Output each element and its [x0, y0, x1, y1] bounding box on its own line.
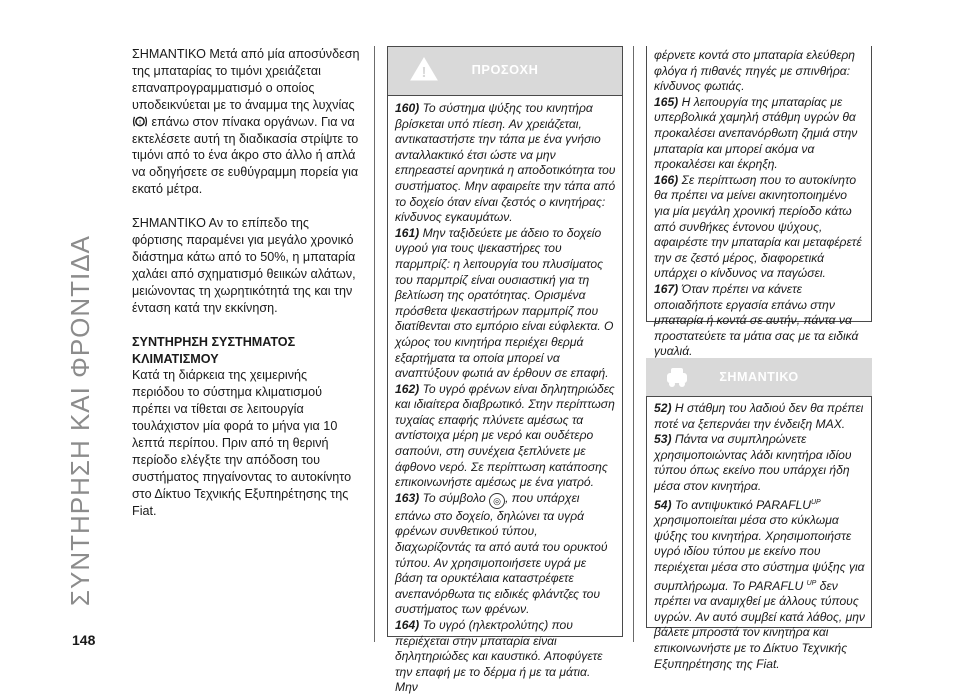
- page-number: 148: [72, 632, 96, 648]
- warning-item-163: 163) Το σύμβολο ◎ , που υπάρχει επάνω στο δοχείο, δηλώνει τα υγρά φρένων συνθετικού τύπου, διαχωρίζοντάς τα από αυτά του ορυκτού τύπου. Αν χρησιμοποιήσετε υγρά με βάση τα ορυκτέλαια καταστρέφετε ανεπανόρθωτα τις ειδικές φλάντζες του συστήματος των φρένων.: [395, 490, 608, 617]
- heading-ac-maintenance: ΣΥΝΤΗΡΗΣΗ ΣΥΣΤΗΜΑΤΟΣ ΚΛΙΜΑΤΙΣΜΟΥ: [132, 334, 296, 366]
- side-title-text: ΣΥΝΤΗΡΗΣΗ ΚΑΙ ΦΡΟΝΤΙΔΑ: [64, 234, 95, 606]
- section-side-title: [60, 46, 100, 606]
- warning-item-165: 165) Η λειτουργία της μπαταρίας με υπερβολικά χαμηλή στάθμη υγρών θα προκαλέσει ανεπανόρθωτη ζημιά στην μπαταρία και μπορεί ακόμα να προκαλέσει και έκρηξη.: [654, 94, 858, 172]
- column-divider-2: [633, 46, 634, 642]
- steering-warning-lamp-icon: [132, 116, 148, 127]
- paragraph-ac-maintenance: Κατά τη διάρκεια της χειμερινής περιόδου το σύστημα κλιματισμού πρέπει να τίθεται σε λειτουργία τουλάχιστον μία φορά το μήνα για 10 λεπτά περίπου. Πριν από τη θερινή περίοδο ελέγξτε την απόδοση του συστήματος πηγαίνοντας το αυτοκίνητο στο Δίκτυο Τεχνικής Εξυπηρέτησης της Fiat.: [132, 368, 352, 518]
- warning-box-continued-body: [647, 46, 871, 360]
- notice-box-header: [646, 358, 872, 396]
- warning-item-164-continued: φέρνετε κοντά στο μπαταρία ελεύθερη φλόγα ή πιθανές πηγές με σπινθήρα: κίνδυνος φωτιάς.: [654, 48, 856, 94]
- notice-box: [646, 358, 872, 671]
- text-column-1: [132, 46, 360, 537]
- paragraph-charge-level: ΣΗΜΑΝΤΙΚΟ Αν το επίπεδο της φόρτισης παραμένει για μεγάλο χρονικό διάστημα κάτω από το 50%, η μπαταρία χαλάει από σχηματισμό θειικών αλάτων, μειώνοντας τη χωρητικότητά της και την ένταση κατά την εκκίνηση.: [132, 216, 356, 315]
- notice-box-body: [646, 396, 872, 671]
- svg-text:!: !: [421, 64, 427, 81]
- warning-item-161: 161) Μην ταξιδεύετε με άδειο το δοχείο υγρού για τους ψεκαστήρες του παρμπρίζ: η λειτουργία του πλυσίματος του παρμπρίζ είναι ουσιαστική για τη βελτίωση της ορατότητας. Ορισμένα πρόσθετα ψεκαστήρων παρμπρίζ που διατίθενται στο εμπόριο είναι εύφλεκτα. Ο χώρος του κινητήρα περιέχει θερμά εξαρτήματα τα οποία μπορεί να αναπτύξουν φωτιά αν έρθουν σε επαφή.: [395, 225, 614, 381]
- warning-box-continued: [646, 46, 872, 359]
- warning-box-header: [388, 47, 622, 96]
- notice-item-53: 53) Πάντα να συμπληρώνετε χρησιμοποιώντας λάδι κινητήρα ιδίου τύπου όπως εκείνο που υπάρχει ήδη μέσα στον κινητήρα.: [654, 432, 852, 493]
- warning-item-160: 160) Το σύστημα ψύξης του κινητήρα βρίσκεται υπό πίεση. Αν χρειάζεται, αντικαταστήστε την τάπα με ένα γνήσιο ανταλλακτικό έτσι ώστε να μην επηρεαστεί αρνητικά η αποδοτικότητα του συστήματος. Μην αφαιρείτε την τάπα από το δοχείο όταν είναι ζεστός ο κινητήρας: κίνδυνος εγκαυμάτων.: [395, 101, 616, 225]
- warning-item-166: 166) Σε περίπτωση που το αυτοκίνητο θα πρέπει να μείνει ακινητοποιημένο για μία μεγάλη χρονική περίοδο κάτω από συνθήκες έντονου ψύχους, αφαιρέστε την μπαταρία και μεταφέρετέ την σε ζεστό μέρος, διαφορετικά υπάρχει ο κίνδυνος να παγώσει.: [654, 172, 862, 281]
- warning-box-body: [388, 96, 622, 696]
- warning-box-title: ΠΡΟΣΟΧΗ: [471, 62, 539, 77]
- notice-item-54: 54) Το αντιψυκτικό $PARAFLU^{UP}$ χρησιμοποιείται μέσα στο κύκλωμα ψύξης του κινητήρα. Χρησιμοποιήστε υγρό ιδίου τύπου με εκείνο που περιέχεται μέσα στο σύστημα ψύξης για συμπλήρωμα. Το PARAFLU $^{UP}$ δεν πρέπει να αναμιχθεί με άλλους τύπους υγρών. Αν αυτό συμβεί κατά λάθος, μην βάλετε μπροστά τον κινητήρα και επικοινωνήστε με το Δίκτυο Τεχνικής Εξυπηρέτησης της Fiat.: [654, 497, 865, 671]
- warning-item-162: 162) Το υγρό φρένων είναι δηλητηριώδες και ιδιαίτερα διαβρωτικό. Στην περίπτωση τυχαίας επαφής πλύνετε αμέσως τα αντίστοιχα μέρη με νερό και ουδέτερο σαπούνι, στη συνέχεια ξεπλύνετε με άφθονο νερό. Σε περίπτωση κατάποσης επικοινωνήστε αμέσως με ένα γιατρό.: [395, 381, 615, 490]
- paragraph-steering-reset: ΣΗΜΑΝΤΙΚΟ Μετά από μία αποσύνδεση της μπαταρίας το τιμόνι χρειάζεται επαναπρογραμματισμό ο οποίος υποδεικνύεται με το άναμμα της λυχνίας ! επάνω στον πίνακα οργάνων. Για να εκτελέσετε αυτή τη διαδικασία στρίψτε το τιμόνι από το ένα άκρο στο άλλο ή απλά να οδηγήσετε σε ευθύγραμμη πορεία για εκατό μέτρα.: [132, 47, 360, 197]
- svg-text:!: !: [139, 119, 141, 126]
- brake-fluid-symbol-icon: ◎: [489, 493, 505, 509]
- warning-box: [387, 46, 623, 695]
- warning-item-164: 164) Το υγρό (ηλεκτρολύτης) που περιέχεται στην μπαταρία είναι δηλητηριώδες και καυστικό. Αποφύγετε την επαφή με το δέρμα ή με τα μάτια. Μην: [395, 618, 603, 695]
- warning-item-167: 167) Όταν πρέπει να κάνετε οποιαδήποτε εργασία επάνω στην μπαταρία ή κοντά σε αυτήν, πάντα να προστατεύετε τα μάτια σας με τα ειδικά γυαλιά.: [654, 281, 859, 359]
- notice-box-title: ΣΗΜΑΝΤΙΚΟ: [719, 370, 799, 384]
- column-divider-1: [374, 46, 375, 642]
- notice-item-52: 52) Η στάθμη του λαδιού δεν θα πρέπει ποτέ να ξεπερνάει την ένδειξη MAX.: [654, 401, 864, 431]
